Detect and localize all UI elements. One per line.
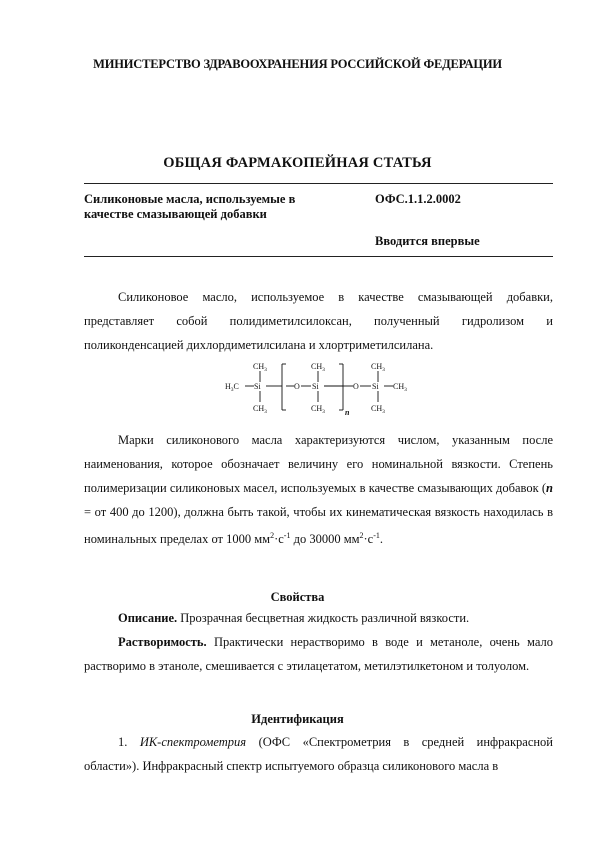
identification-heading: Идентификация [251, 712, 344, 726]
grades-text-2: = от 400 до 1200), должна быть такой, чтобы их кинематическая вязкость находилась в номинальных пределах от 1000 мм [84, 505, 553, 547]
formula-si-mid: Si [312, 382, 319, 391]
formula-h3c: $H_3C$ [225, 382, 239, 393]
formula-ch3-bottom-mid: $CH_3$ [311, 404, 325, 415]
monograph-status: Вводится впервые [375, 234, 480, 248]
ir-method: ИК-спектрометрия [139, 735, 247, 749]
monograph-title-line2: качестве смазывающей добавки [84, 207, 267, 221]
formula-ch3-right: $CH_3$ [393, 382, 407, 393]
formula-ch3-top-right: $CH_3$ [371, 362, 385, 373]
grades-text-1: Марки силиконового масла характеризуются числом, указанным после наименования, которое обозначает величину его номинальной вязкости. Степень полимеризации силиконовых масел, используемых в качестве смазывающих добавок ( [84, 433, 553, 495]
monograph-title-line1: Силиконовые масла, используемые в [84, 192, 296, 206]
bottom-rule [84, 256, 553, 257]
intro-paragraph [84, 285, 553, 357]
formula-n-subscript: n [345, 408, 350, 417]
grades-paragraph: Марки силиконового масла характеризуются числом, указанным после наименования, которое обозначает величину его номинальной вязкости. Степень полимеризации силиконовых масел, используемых в качестве смазывающих добавок (n = от 400 до 1200), должна быть такой, чтобы их кинематическая вязкость находилась в номинальных пределах от 1000 $мм^2\cdot с^{-1}$ до 30000 $мм^2\cdot с^{-1}$. [84, 433, 553, 547]
description-text: Прозрачная бесцветная жидкость различной вязкости. [177, 611, 470, 625]
formula-o-1: O [294, 382, 300, 391]
identification-paragraph: 1. ИК-спектрометрия (ОФС «Спектрометрия в средней инфракрасной области»). Инфракрасный спектр испытуемого образца силиконового масла в [84, 735, 553, 773]
grades-text-3: до 30000 мм [290, 532, 360, 547]
structural-formula [190, 360, 430, 418]
intro-text: Силиконовое масло, используемое в качестве смазывающей добавки, представляет собой полидиметилсилоксан, полученный гидролизом и поликонденсацией дихлордиметилсилана и хлортриметилсилана. [84, 290, 553, 352]
monograph-code: ОФС.1.1.2.0002 [375, 192, 461, 206]
formula-o-2: O [353, 382, 359, 391]
solubility-paragraph [84, 630, 553, 678]
monograph-title [84, 192, 344, 222]
document-type-title: ОБЩАЯ ФАРМАКОПЕЙНАЯ СТАТЬЯ [163, 155, 432, 171]
identification-text: (ОФС «Спектрометрия в средней инфракрасной области»). Инфракрасный спектр испытуемого образца силиконового масла в [84, 735, 553, 773]
properties-heading: Свойства [270, 590, 325, 604]
top-rule [84, 183, 553, 184]
solubility-text: Практически нерастворимо в воде и метаноле, очень мало растворимо в этаноле, смешивается с этилацетатом, метилэтилкетоном и толуолом. [84, 635, 553, 673]
description-label: Описание. [118, 611, 178, 625]
grades-n: n [546, 481, 553, 495]
formula-si-left: Si [254, 382, 261, 391]
formula-si-right: Si [372, 382, 379, 391]
formula-ch3-top-mid: $CH_3$ [311, 362, 325, 373]
ministry-header: МИНИСТЕРСТВО ЗДРАВООХРАНЕНИЯ РОССИЙСКОЙ ФЕДЕРАЦИИ [93, 57, 502, 71]
description-paragraph [84, 606, 553, 630]
solubility-label: Растворимость. [118, 635, 207, 649]
formula-ch3-top-left: $CH_3$ [253, 362, 267, 373]
formula-ch3-bottom-left: $CH_3$ [253, 404, 267, 415]
formula-ch3-bottom-right: $CH_3$ [371, 404, 385, 415]
